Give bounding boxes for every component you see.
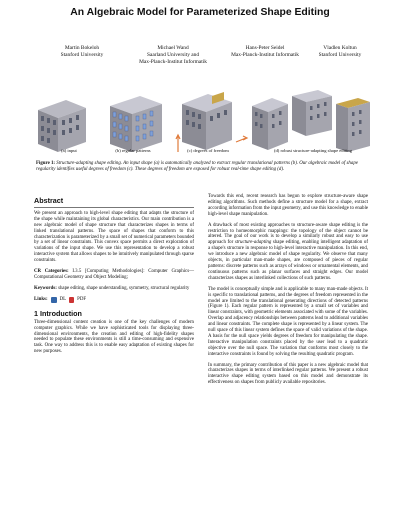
figure-label-d: (d) robust structure-adapting shape editing: [273, 148, 353, 153]
author-name: Vladlen Koltun: [323, 45, 357, 51]
cr-text: I.3.5 [Computing Methodologies]: Computer Graphics—Computational Geometry and Object Modeling;: [34, 269, 195, 280]
right-paragraph-3: The model is conceptually simple and is applicable to many man-made objects. It is specific to translational patterns, and the degrees of freedom represented in the model are limited to the translational generating directions of detected patterns (Figure 1). Each regular pattern is represented by a small set of variables and linear constraints, with geometric elements associated with some of the variables. Overlap and adjacency relationships between patterns lead to additional variables and linear constraints. The complete shape is represented by a linear system. The null space of this linear system defines the space of valid variations of the shape. A basis for the null space yields degrees of freedom for manipulating the shape. Interactive manipulation constraints placed by the user lead to a quadratic objective over the null space. The variation that conforms most closely to the interactive constraints is found by solving the resulting quadratic program.: [208, 286, 368, 357]
pdf-link[interactable]: PDF: [77, 296, 87, 302]
figure-panel-input: [38, 100, 86, 152]
dl-link[interactable]: DL: [59, 296, 67, 302]
figure-panel-regular-patterns: [110, 96, 162, 152]
author-affiliation: Saarland University and: [146, 52, 200, 58]
figure-1-images: [30, 82, 370, 154]
paper-title: An Algebraic Model for Parameterized Shape Editing: [70, 7, 330, 18]
abstract-text: We present an approach to high-level shape editing that adapts the structure of the shape while maintaining its global characteristics. Our main contribution is a new algebraic model of shape structure that characterizes shapes in terms of linked translational patterns. The space of shapes that conform to this characterization is parameterized by a small set of numerical parameters bounded by a set of linear constraints. This convex space permits a direct exploration of variations of the input shape. We use this representation to develop a robust interactive system that allows shapes to be intuitively manipulated through sparse constraints.: [34, 210, 194, 264]
author-name: Hans-Peter Seidel: [245, 45, 285, 51]
keywords-label: Keywords:: [34, 285, 57, 291]
acm-dl-icon[interactable]: [51, 297, 57, 303]
pdf-icon[interactable]: [69, 297, 74, 303]
right-paragraph-4: In summary, the primary contribution of this paper is a new algebraic model that characterizes shapes in terms of interlinked regular patterns. We present a robust interactive shape editing system based on this model and demonstrate its effectiveness on shapes from publicly available repositories.: [208, 362, 368, 386]
author-affiliation: Stanford University: [318, 52, 362, 58]
introduction-heading: 1 Introduction: [34, 308, 82, 318]
figure-label-c: (c) degrees of freedom: [187, 148, 229, 153]
cr-label: CR Categories:: [34, 269, 69, 275]
cr-categories: [34, 269, 194, 281]
author-affiliation: Max-Planck-Institut Informatik: [231, 52, 299, 58]
links-row: [34, 297, 194, 303]
author-4: [300, 45, 380, 59]
p2-part-a: A drawback of most existing approaches to structure-aware shape editing is the restriction to homeomorphic mappings: the topology of the object cannot be altered. The goal of our work is to develop a similarly robust and easy to use approach for: [208, 222, 368, 246]
author-affiliation-2: Max-Planck-Institut Informatik: [139, 59, 207, 65]
abstract-heading: Abstract: [34, 196, 64, 205]
author-affiliation: Stanford University: [60, 52, 104, 58]
right-paragraph-1: Towards this end, recent research has begun to explore structure-aware shape editing algorithms. Such methods define a structure model for a shape, extract according information from the input geometry, and use this knowledge to enable high-level shape manipulation.: [208, 194, 368, 217]
figure-label-a: (a) input: [61, 148, 77, 153]
introduction-text: Three-dimensional content creation is one of the key challenges of modern computer graphics. While we have sophisticated tools for displaying three-dimensional environments, the creation and editing of high-fidelity shapes needed to populate these environments is still a time-consuming and expensive task. One way to address this is to enable easy adaptation of existing shapes for new purposes.: [34, 319, 194, 355]
keywords: [34, 286, 194, 292]
p2-emphasis: structure-adapting: [234, 240, 272, 246]
left-column: [34, 198, 194, 360]
figure-caption-text: Structure-adapting shape editing. An input shape (a) is automatically analyzed to extract regular translational patterns (b). Our algebraic model of shape regularity identifies useful degrees of freedom (c). These degrees of freedom are exposed for robust real-time shape editing (d).: [36, 161, 358, 172]
figure-panel-degrees-of-freedom: [176, 92, 247, 152]
author-name: Martin Bokeloh: [64, 45, 100, 51]
figure-panel-structure-adapting-editing: [252, 90, 370, 152]
right-column: [208, 194, 368, 391]
author-name: Michael Wand: [157, 45, 189, 51]
figure-caption-lead: Figure 1:: [36, 161, 56, 166]
author-1: [42, 45, 122, 59]
right-paragraph-2: [208, 223, 368, 282]
p2-part-b: shape editing, enabling intelligent adaptation of a shape's structure in response to high-level interactive manipulation. In this end, we introduce a new algebraic model of shape regularity. We observe that many objects, in particular man-made shapes, are composed of pieces of regular patterns: discrete patterns such as arrays of windows or ornamental elements, and continuous patterns such as planar surfaces and straight edges. Our model characterizes shapes as interlinked collections of such patterns.: [208, 240, 368, 281]
links-label: Links:: [34, 296, 48, 302]
figure-caption: [36, 161, 366, 173]
keywords-text: shape editing, shape understanding, symmetry, structural regularity: [58, 285, 190, 291]
figure-label-b: (b) regular patterns: [115, 148, 151, 153]
